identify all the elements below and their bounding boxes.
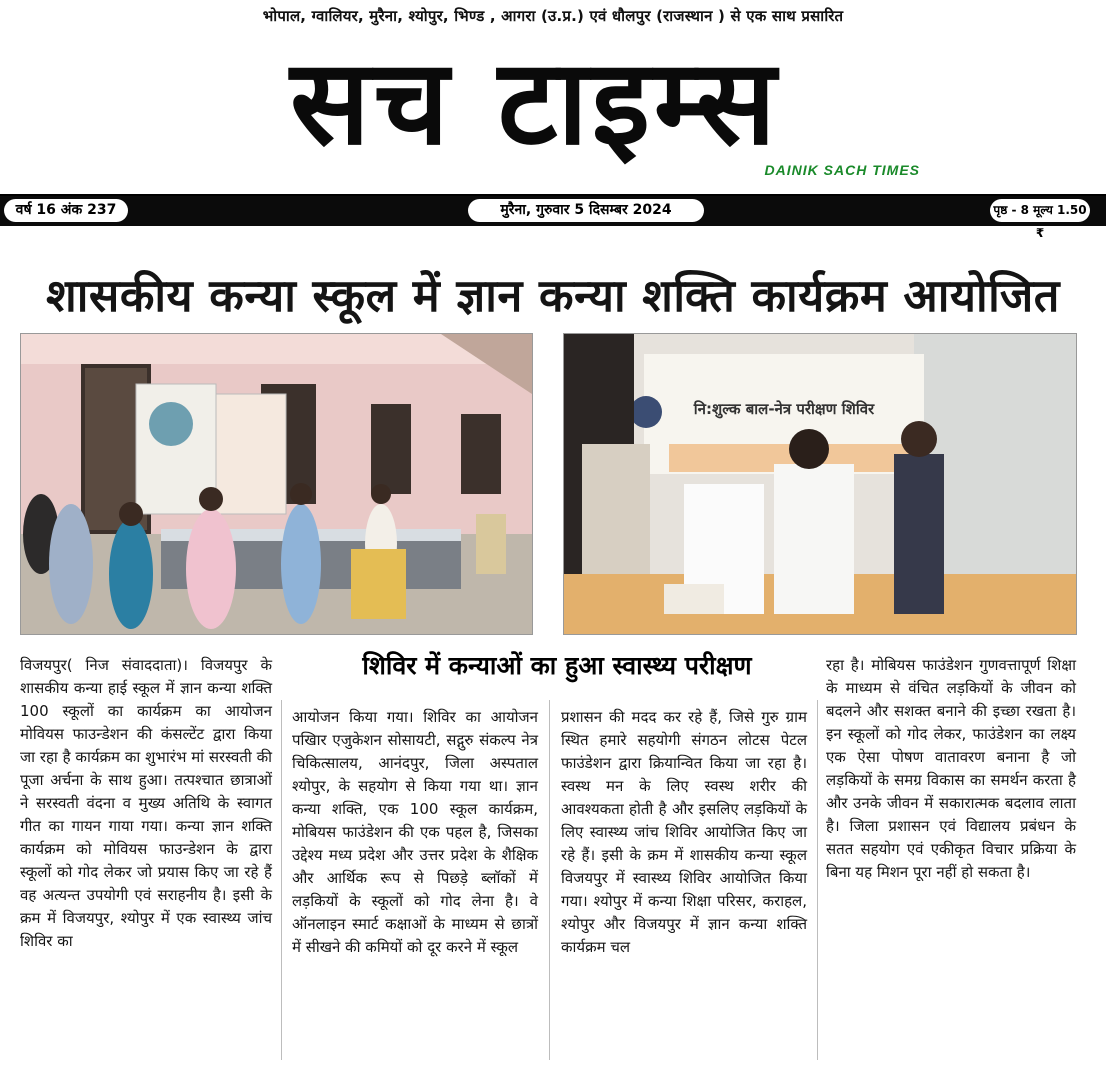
event-photo-right [563, 333, 1077, 635]
banner-text: नि:शुल्क बाल-नेत्र परीक्षण शिविर [693, 400, 875, 418]
subheadline: शिविर में कन्याओं का हुआ स्वास्थ्य परीक्षण [362, 651, 752, 680]
event-photo-left [20, 333, 533, 635]
article-column-4: रहा है। मोबियस फाउंडेशन गुणवत्तापूर्ण शिक्षा के माध्यम से वंचित लड़कियों के जीवन को बदलने और सशक्त बनाने की इच्छा रखता है। इन स्कूलों को गोद लेकर, फाउंडेशन का लक्ष्य एक ऐसा पोषण वातावरण बनाना है जो लड़कियों के समग्र विकास का समर्थन करता है और उनके जीवन में सकारात्मक बदलाव लाता है। जिला प्रशासन एवं विद्यालय प्रबंधन के सतत सहयोग एवं एकीकृत विचार प्रक्रिया के बिना यह मिशन पूरा नहीं हो सकता है। [826, 656, 1076, 881]
article-column-3: प्रशासन की मदद कर रहे हैं, जिसे गुरु ग्राम स्थित हमारे सहयोगी संगठन लोटस पेटल फाउंडेशन द्वारा क्रियान्वित किया जा रहा है। स्वस्थ मन के लिए स्वस्थ शरीर की आवश्यकता होती है और इसलिए लड़कियों के लिए स्वास्थ्य जांच शिविर आयोजित किए जा रहे हैं। इसी के क्रम में शासकीय कन्या स्कूल विजयपुर में स्वास्थ्य शिविर आयोजित किया गया। श्योपुर में कन्या शिक्षा परिसर, कराहल, श्योपुर और विजयपुर में ज्ञान कन्या शक्ति कार्यक्रम चल [561, 708, 807, 956]
article-column-2: आयोजन किया गया। शिविर का आयोजन पखिार एजुकेशन सोसायटी, सद्गुरु संकल्प नेत्र चिकित्सालय, आनंदपुर, जिला अस्पताल श्योपुर, के सहयोग से किया गया था। ज्ञान कन्या शक्ति, एक 100 स्कूल कार्यक्रम, मोबियस फाउंडेशन की एक पहल है, जिसका उद्देश्य मध्य प्रदेश और उत्तर प्रदेश के शैक्षिक और आर्थिक रूप से पिछड़े ब्लॉकों में लड़कियों के स्कूलों को गोद लेना है। वे ऑनलाइन स्मार्ट कक्षाओं के माध्यम से छात्रों में सीखने की कमियों को दूर करने में स्कूल [292, 708, 538, 956]
column-divider [817, 700, 818, 1060]
article-column-1: विजयपुर( निज संवाददाता)। विजयपुर के शासकीय कन्या हाई स्कूल में ज्ञान कन्या शक्ति 100 स्कूलों का कार्यक्रम का आयोजन मोवियस फाउन्डेशन की कंसल्टेंट द्वारा किया जा रहा है कार्यक्रम का शुभारंभ मां सरस्वती की पूजा अर्चना के साथ हुआ। तत्पश्चात छात्राओं ने सरस्वती वंदना व मुख्य अतिथि के स्वागत गीत का गायन गाया गया। कन्या ज्ञान शक्ति कार्यक्रम को मोवियस फाउन्डेशन के द्वारा स्कूलों को गोद लेकर जो प्रयास किए जा रहे हैं वह अत्यन्त उपयोगी एवं सराहनीय है। इसी के क्रम में विजयपुर, श्योपुर में एक स्वास्थ्य जांच शिविर का [20, 656, 272, 950]
masthead [140, 33, 940, 180]
info-bar [0, 196, 1106, 240]
masthead-title: सच टाइम्स [290, 33, 780, 171]
dateline: मुरैना, गुरुवार 5 दिसम्बर 2024 [468, 199, 704, 222]
pages-price: पृष्ठ - 8 मूल्य 1.50 ₹ [990, 199, 1090, 222]
masthead-subtitle: DAINIK SACH TIMES [764, 162, 920, 178]
headline: शासकीय कन्या स्कूल में ज्ञान कन्या शक्ति कार्यक्रम आयोजित [46, 269, 1060, 322]
column-divider [281, 700, 282, 1060]
column-divider [549, 700, 550, 1060]
edition-line: भोपाल, ग्वालियर, मुरैना, श्योपुर, भिण्ड , आगरा (उ.प्र.) एवं धौलपुर (राजस्थान ) से एक साथ प्रसारित [262, 7, 844, 25]
volume-issue: वर्ष 16 अंक 237 [4, 199, 128, 222]
